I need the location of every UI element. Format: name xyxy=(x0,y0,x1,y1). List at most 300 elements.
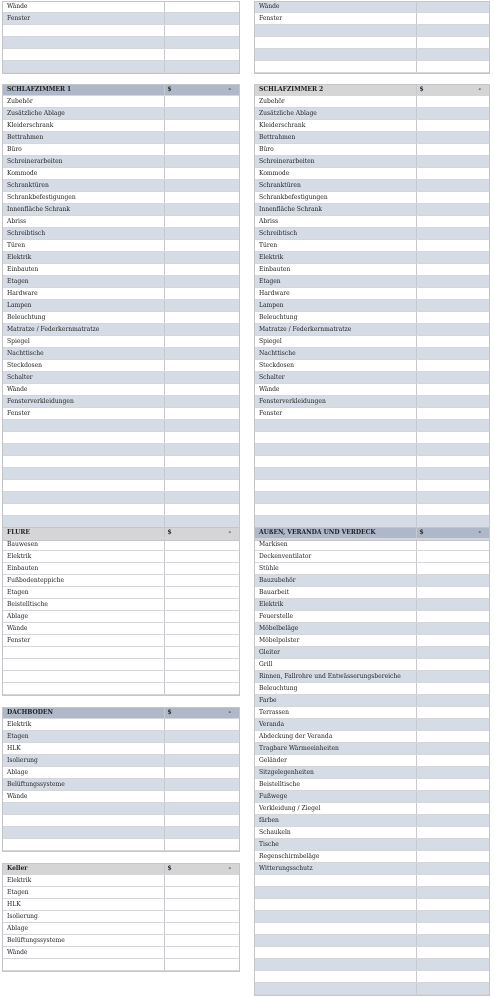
table-row xyxy=(254,492,490,504)
table-row xyxy=(2,156,240,168)
table-row xyxy=(2,887,240,899)
table-row xyxy=(254,935,490,947)
table-row xyxy=(2,61,240,73)
item-cost-cell[interactable] xyxy=(416,743,490,755)
item-cost-cell[interactable] xyxy=(164,156,240,168)
table-row xyxy=(254,312,490,324)
item-cost-cell[interactable] xyxy=(416,504,490,516)
table-row xyxy=(254,539,490,551)
table-row xyxy=(254,947,490,959)
item-cost-cell[interactable] xyxy=(164,420,240,432)
item-label: Geländer xyxy=(254,755,416,767)
item-cost-cell[interactable] xyxy=(164,456,240,468)
item-cost-cell[interactable] xyxy=(164,551,240,563)
item-cost-cell[interactable] xyxy=(164,444,240,456)
table-row xyxy=(254,575,490,587)
item-cost-cell[interactable] xyxy=(416,971,490,983)
item-label: Schaukeln xyxy=(254,827,416,839)
item-cost-cell[interactable] xyxy=(416,983,490,995)
item-cost-cell[interactable] xyxy=(416,192,490,204)
section-amount: - xyxy=(228,709,231,716)
table-row xyxy=(2,348,240,360)
table-row xyxy=(254,827,490,839)
table-row xyxy=(254,252,490,264)
item-cost-cell[interactable] xyxy=(164,959,240,971)
table-row xyxy=(2,252,240,264)
item-cost-cell[interactable] xyxy=(416,420,490,432)
item-cost-cell[interactable] xyxy=(416,324,490,336)
table-row xyxy=(254,791,490,803)
table-row xyxy=(2,599,240,611)
item-label xyxy=(2,659,164,671)
item-cost-cell[interactable] xyxy=(164,168,240,180)
item-label: Feuerstelle xyxy=(254,611,416,623)
item-cost-cell[interactable] xyxy=(416,336,490,348)
item-label: färben xyxy=(254,815,416,827)
item-label: Verkleidung / Ziegel xyxy=(254,803,416,815)
item-cost-cell[interactable] xyxy=(164,839,240,851)
item-cost-cell[interactable] xyxy=(416,599,490,611)
item-label xyxy=(2,815,164,827)
table-row xyxy=(254,779,490,791)
item-cost-cell[interactable] xyxy=(164,767,240,779)
item-label: Veranda xyxy=(254,719,416,731)
item-cost-cell[interactable] xyxy=(416,623,490,635)
item-label: Wände xyxy=(2,791,164,803)
item-label xyxy=(2,827,164,839)
table-row xyxy=(254,911,490,923)
table-row xyxy=(254,551,490,563)
item-cost-cell[interactable] xyxy=(416,408,490,420)
item-cost-cell[interactable] xyxy=(164,396,240,408)
table-row xyxy=(254,635,490,647)
table-row xyxy=(2,539,240,551)
item-label: Türen xyxy=(2,240,164,252)
item-cost-cell[interactable] xyxy=(416,815,490,827)
table-row xyxy=(254,240,490,252)
item-cost-cell[interactable] xyxy=(164,623,240,635)
item-cost-cell[interactable] xyxy=(164,108,240,120)
item-cost-cell[interactable] xyxy=(416,456,490,468)
item-label: Stühle xyxy=(254,563,416,575)
item-cost-cell[interactable] xyxy=(416,767,490,779)
item-label: Grill xyxy=(254,659,416,671)
item-label: Lampen xyxy=(2,300,164,312)
item-label: Spiegel xyxy=(2,336,164,348)
table-row xyxy=(2,611,240,623)
item-cost-cell[interactable] xyxy=(416,516,490,528)
item-cost-cell[interactable] xyxy=(416,61,490,73)
item-cost-cell[interactable] xyxy=(164,659,240,671)
item-label: Elektrik xyxy=(2,252,164,264)
item-cost-cell[interactable] xyxy=(164,144,240,156)
item-label: HLK xyxy=(2,899,164,911)
item-cost-cell[interactable] xyxy=(416,37,490,49)
schlafzimmer-1-table xyxy=(2,84,240,540)
item-label xyxy=(2,647,164,659)
table-row xyxy=(254,623,490,635)
item-cost-cell[interactable] xyxy=(416,695,490,707)
item-cost-cell[interactable] xyxy=(164,827,240,839)
item-cost-cell[interactable] xyxy=(164,336,240,348)
item-label xyxy=(2,61,164,73)
item-cost-cell[interactable] xyxy=(416,899,490,911)
section-total xyxy=(164,863,240,875)
item-cost-cell[interactable] xyxy=(164,599,240,611)
item-cost-cell[interactable] xyxy=(164,132,240,144)
item-cost-cell[interactable] xyxy=(164,348,240,360)
table-row xyxy=(254,516,490,528)
table-row xyxy=(254,707,490,719)
item-label xyxy=(254,432,416,444)
item-cost-cell[interactable] xyxy=(164,1,240,13)
item-label xyxy=(254,61,416,73)
item-label xyxy=(254,480,416,492)
item-cost-cell[interactable] xyxy=(164,947,240,959)
item-cost-cell[interactable] xyxy=(416,791,490,803)
item-cost-cell[interactable] xyxy=(416,1,490,13)
table-row xyxy=(254,587,490,599)
table-row xyxy=(2,492,240,504)
item-cost-cell[interactable] xyxy=(164,887,240,899)
item-cost-cell[interactable] xyxy=(416,216,490,228)
item-cost-cell[interactable] xyxy=(416,827,490,839)
item-label: Schrankbefestigungen xyxy=(254,192,416,204)
item-cost-cell[interactable] xyxy=(416,611,490,623)
item-cost-cell[interactable] xyxy=(164,288,240,300)
item-cost-cell[interactable] xyxy=(164,61,240,73)
item-cost-cell[interactable] xyxy=(164,743,240,755)
item-cost-cell[interactable] xyxy=(416,49,490,61)
item-cost-cell[interactable] xyxy=(164,731,240,743)
table-row xyxy=(254,731,490,743)
item-label: Nachttische xyxy=(2,348,164,360)
aussen-veranda-verdeck-table xyxy=(254,527,490,995)
table-row xyxy=(254,1,490,13)
item-cost-cell[interactable] xyxy=(416,300,490,312)
item-cost-cell[interactable] xyxy=(164,480,240,492)
item-label: Schreinerarbeiten xyxy=(2,156,164,168)
item-cost-cell[interactable] xyxy=(416,851,490,863)
item-cost-cell[interactable] xyxy=(416,348,490,360)
item-label: Fußbodenteppiche xyxy=(2,575,164,587)
item-label: Fenster xyxy=(2,408,164,420)
table-row xyxy=(254,456,490,468)
item-label: Beistelltische xyxy=(254,779,416,791)
item-cost-cell[interactable] xyxy=(164,432,240,444)
item-cost-cell[interactable] xyxy=(416,635,490,647)
item-cost-cell[interactable] xyxy=(416,312,490,324)
item-label xyxy=(254,420,416,432)
item-cost-cell[interactable] xyxy=(416,252,490,264)
item-cost-cell[interactable] xyxy=(164,252,240,264)
item-label: Rinnen, Fallrohre und Entwässerungsbereiche xyxy=(254,671,416,683)
section-amount: - xyxy=(478,86,481,93)
table-row xyxy=(254,755,490,767)
item-label: Steckdosen xyxy=(254,360,416,372)
item-cost-cell[interactable] xyxy=(164,516,240,528)
item-cost-cell[interactable] xyxy=(416,444,490,456)
item-cost-cell[interactable] xyxy=(416,875,490,887)
item-cost-cell[interactable] xyxy=(416,839,490,851)
item-cost-cell[interactable] xyxy=(416,707,490,719)
item-cost-cell[interactable] xyxy=(164,755,240,767)
item-cost-cell[interactable] xyxy=(416,887,490,899)
item-cost-cell[interactable] xyxy=(416,168,490,180)
item-label: Zubehör xyxy=(2,96,164,108)
item-cost-cell[interactable] xyxy=(164,384,240,396)
item-cost-cell[interactable] xyxy=(164,935,240,947)
item-label: Etagen xyxy=(2,887,164,899)
item-cost-cell[interactable] xyxy=(416,108,490,120)
item-cost-cell[interactable] xyxy=(164,779,240,791)
item-cost-cell[interactable] xyxy=(416,264,490,276)
item-cost-cell[interactable] xyxy=(416,228,490,240)
item-cost-cell[interactable] xyxy=(164,587,240,599)
item-cost-cell[interactable] xyxy=(164,372,240,384)
table-row xyxy=(2,324,240,336)
item-cost-cell[interactable] xyxy=(164,815,240,827)
table-row xyxy=(2,240,240,252)
item-label: Büro xyxy=(2,144,164,156)
item-cost-cell[interactable] xyxy=(416,755,490,767)
table-row xyxy=(2,516,240,528)
item-cost-cell[interactable] xyxy=(416,156,490,168)
item-cost-cell[interactable] xyxy=(416,683,490,695)
item-cost-cell[interactable] xyxy=(164,25,240,37)
item-label: Abriss xyxy=(2,216,164,228)
item-label: Bettrahmen xyxy=(2,132,164,144)
item-cost-cell[interactable] xyxy=(164,803,240,815)
item-cost-cell[interactable] xyxy=(164,611,240,623)
item-label: Witterungsschutz xyxy=(254,863,416,875)
item-label: Abdeckung der Veranda xyxy=(254,731,416,743)
item-label: Kommode xyxy=(2,168,164,180)
item-cost-cell[interactable] xyxy=(164,671,240,683)
table-row xyxy=(254,959,490,971)
item-cost-cell[interactable] xyxy=(164,539,240,551)
item-cost-cell[interactable] xyxy=(164,635,240,647)
table-row xyxy=(254,204,490,216)
item-label: Bauwesen xyxy=(2,539,164,551)
table-row xyxy=(254,156,490,168)
item-cost-cell[interactable] xyxy=(416,803,490,815)
table-row xyxy=(2,815,240,827)
item-cost-cell[interactable] xyxy=(164,719,240,731)
item-label: Wände xyxy=(2,623,164,635)
item-cost-cell[interactable] xyxy=(164,468,240,480)
item-cost-cell[interactable] xyxy=(416,13,490,25)
table-row xyxy=(254,49,490,61)
item-cost-cell[interactable] xyxy=(164,360,240,372)
item-label: Einbauten xyxy=(2,264,164,276)
item-cost-cell[interactable] xyxy=(416,372,490,384)
item-cost-cell[interactable] xyxy=(416,731,490,743)
item-cost-cell[interactable] xyxy=(416,120,490,132)
item-cost-cell[interactable] xyxy=(416,384,490,396)
item-cost-cell[interactable] xyxy=(416,935,490,947)
item-cost-cell[interactable] xyxy=(416,923,490,935)
item-cost-cell[interactable] xyxy=(416,204,490,216)
table-row xyxy=(254,396,490,408)
item-cost-cell[interactable] xyxy=(164,492,240,504)
table-row xyxy=(254,480,490,492)
item-label xyxy=(2,959,164,971)
item-cost-cell[interactable] xyxy=(416,432,490,444)
table-header-row xyxy=(2,863,240,875)
item-label: Fußwege xyxy=(254,791,416,803)
item-cost-cell[interactable] xyxy=(164,216,240,228)
table-row xyxy=(2,911,240,923)
item-cost-cell[interactable] xyxy=(164,647,240,659)
table-row xyxy=(2,132,240,144)
item-cost-cell[interactable] xyxy=(416,132,490,144)
item-label: Schalter xyxy=(254,372,416,384)
table-row xyxy=(2,959,240,971)
table-row xyxy=(254,887,490,899)
item-cost-cell[interactable] xyxy=(416,96,490,108)
item-cost-cell[interactable] xyxy=(164,228,240,240)
item-cost-cell[interactable] xyxy=(164,13,240,25)
item-cost-cell[interactable] xyxy=(164,408,240,420)
item-cost-cell[interactable] xyxy=(164,575,240,587)
item-cost-cell[interactable] xyxy=(416,539,490,551)
item-label: Elektrik xyxy=(254,252,416,264)
item-cost-cell[interactable] xyxy=(416,575,490,587)
table-row xyxy=(2,480,240,492)
table-row xyxy=(254,300,490,312)
table-row xyxy=(2,551,240,563)
item-cost-cell[interactable] xyxy=(164,49,240,61)
item-cost-cell[interactable] xyxy=(164,875,240,887)
item-cost-cell[interactable] xyxy=(164,899,240,911)
item-label: Möbelpolster xyxy=(254,635,416,647)
item-label: Beleuchtung xyxy=(2,312,164,324)
item-label: Wände xyxy=(254,384,416,396)
table-row xyxy=(254,899,490,911)
table-row xyxy=(2,923,240,935)
item-cost-cell[interactable] xyxy=(416,563,490,575)
table-row xyxy=(2,216,240,228)
section-title: FLURE xyxy=(2,527,164,539)
item-cost-cell[interactable] xyxy=(416,719,490,731)
item-label xyxy=(254,947,416,959)
item-label: Isolierung xyxy=(2,755,164,767)
item-cost-cell[interactable] xyxy=(164,264,240,276)
item-label xyxy=(254,492,416,504)
section-total xyxy=(416,527,490,539)
section-title: Keller xyxy=(2,863,164,875)
table-row xyxy=(254,444,490,456)
item-cost-cell[interactable] xyxy=(416,480,490,492)
item-cost-cell[interactable] xyxy=(164,192,240,204)
item-cost-cell[interactable] xyxy=(164,923,240,935)
item-cost-cell[interactable] xyxy=(416,25,490,37)
item-cost-cell[interactable] xyxy=(164,911,240,923)
table-row xyxy=(2,504,240,516)
item-label: Matratze / Federkernmatratze xyxy=(2,324,164,336)
item-label: Elektrik xyxy=(2,719,164,731)
item-cost-cell[interactable] xyxy=(416,180,490,192)
item-cost-cell[interactable] xyxy=(416,144,490,156)
item-cost-cell[interactable] xyxy=(164,791,240,803)
table-row xyxy=(2,180,240,192)
item-cost-cell[interactable] xyxy=(416,288,490,300)
table-row xyxy=(2,827,240,839)
table-row xyxy=(2,336,240,348)
table-row xyxy=(254,863,490,875)
item-cost-cell[interactable] xyxy=(164,324,240,336)
item-cost-cell[interactable] xyxy=(416,360,490,372)
item-label: Türen xyxy=(254,240,416,252)
table-row xyxy=(2,731,240,743)
item-label: Schreibtisch xyxy=(254,228,416,240)
item-cost-cell[interactable] xyxy=(416,276,490,288)
item-cost-cell[interactable] xyxy=(164,180,240,192)
table-row xyxy=(2,408,240,420)
item-cost-cell[interactable] xyxy=(164,276,240,288)
item-cost-cell[interactable] xyxy=(164,204,240,216)
item-cost-cell[interactable] xyxy=(416,492,490,504)
item-cost-cell[interactable] xyxy=(416,863,490,875)
table-row xyxy=(254,276,490,288)
item-label: Hardware xyxy=(254,288,416,300)
item-cost-cell[interactable] xyxy=(416,911,490,923)
table-row xyxy=(2,899,240,911)
item-cost-cell[interactable] xyxy=(416,396,490,408)
item-cost-cell[interactable] xyxy=(164,300,240,312)
item-cost-cell[interactable] xyxy=(164,504,240,516)
item-cost-cell[interactable] xyxy=(164,120,240,132)
table-row xyxy=(254,288,490,300)
table-row xyxy=(254,192,490,204)
item-cost-cell[interactable] xyxy=(416,947,490,959)
table-header-row xyxy=(2,527,240,539)
table-row xyxy=(2,396,240,408)
table-row xyxy=(254,719,490,731)
item-cost-cell[interactable] xyxy=(416,671,490,683)
item-label: Ablage xyxy=(2,611,164,623)
table-row xyxy=(254,563,490,575)
table-row xyxy=(2,683,240,695)
item-label xyxy=(2,683,164,695)
item-cost-cell[interactable] xyxy=(164,96,240,108)
item-label xyxy=(254,887,416,899)
table-row xyxy=(254,13,490,25)
item-cost-cell[interactable] xyxy=(416,240,490,252)
item-cost-cell[interactable] xyxy=(416,587,490,599)
item-label: Kleiderschrank xyxy=(2,120,164,132)
item-cost-cell[interactable] xyxy=(164,563,240,575)
item-label xyxy=(254,935,416,947)
item-cost-cell[interactable] xyxy=(164,312,240,324)
item-cost-cell[interactable] xyxy=(416,779,490,791)
item-cost-cell[interactable] xyxy=(416,959,490,971)
item-cost-cell[interactable] xyxy=(416,659,490,671)
item-label: Nachttische xyxy=(254,348,416,360)
table-header-row xyxy=(2,84,240,96)
item-cost-cell[interactable] xyxy=(164,37,240,49)
table-row xyxy=(254,432,490,444)
item-cost-cell[interactable] xyxy=(164,683,240,695)
item-label xyxy=(2,468,164,480)
item-label: Elektrik xyxy=(2,875,164,887)
item-cost-cell[interactable] xyxy=(416,468,490,480)
item-cost-cell[interactable] xyxy=(416,551,490,563)
item-cost-cell[interactable] xyxy=(164,240,240,252)
item-cost-cell[interactable] xyxy=(416,647,490,659)
table-row xyxy=(254,599,490,611)
